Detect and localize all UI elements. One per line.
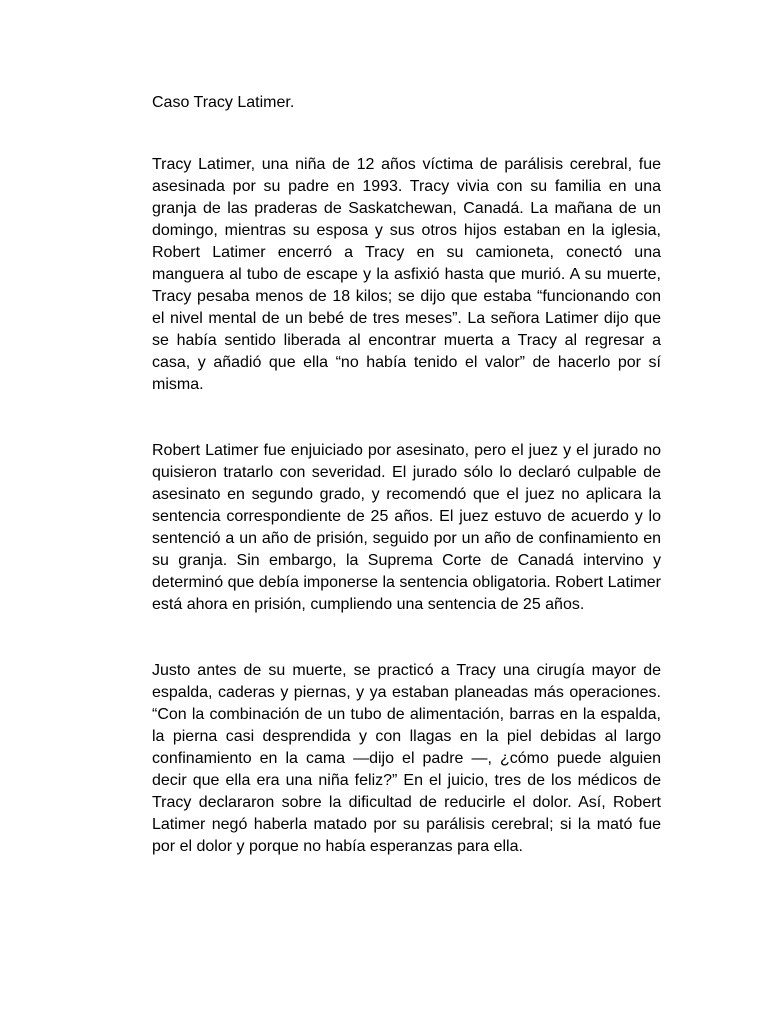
document-body bbox=[152, 92, 661, 858]
paragraph-1: Tracy Latimer, una niña de 12 años víctima de parálisis cerebral, fue asesinada por su padre en 1993. Tracy vivia con su familia en una granja de las praderas de Saskatchewan, Canadá. La mañana de un domingo, mientras su esposa y sus otros hijos estaban en la iglesia, Robert Latimer encerró a Tracy en su camioneta, conectó una manguera al tubo de escape y la asfixió hasta que murió. A su muerte, Tracy pesaba menos de 18 kilos; se dijo que estaba “funcionando con el nivel mental de un bebé de tres meses”. La señora Latimer dijo que se había sentido liberada al encontrar muerta a Tracy al regresar a casa, y añadió que ella “no había tenido el valor” de hacerlo por sí misma. bbox=[152, 156, 661, 393]
paragraph-2: Robert Latimer fue enjuiciado por asesinato, pero el juez y el jurado no quisieron tratarlo con severidad. El jurado sólo lo declaró culpable de asesinato en segundo grado, y recomendó que el juez no aplicara la sentencia correspondiente de 25 años. El juez estuvo de acuerdo y lo sentenció a un año de prisión, seguido por un año de confinamiento en su granja. Sin embargo, la Suprema Corte de Canadá intervino y determinó que debía imponerse la sentencia obligatoria. Robert Latimer está ahora en prisión, cumpliendo una sentencia de 25 años. bbox=[152, 442, 661, 613]
paragraph-3: Justo antes de su muerte, se practicó a Tracy una cirugía mayor de espalda, caderas y piernas, y ya estaban planeadas más operaciones. “Con la combinación de un tubo de alimentación, barras en la espalda, la pierna casi desprendida y con llagas en la piel debidas al largo confinamiento en la cama —dijo el padre —, ¿cómo puede alguien decir que ella era una niña feliz?” En el juicio, tres de los médicos de Tracy declararon sobre la dificultad de reducirle el dolor. Así, Robert Latimer negó haberla matado por su parálisis cerebral; si la mató fue por el dolor y porque no había esperanzas para ella. bbox=[152, 662, 661, 855]
document-title: Caso Tracy Latimer. bbox=[152, 94, 295, 111]
